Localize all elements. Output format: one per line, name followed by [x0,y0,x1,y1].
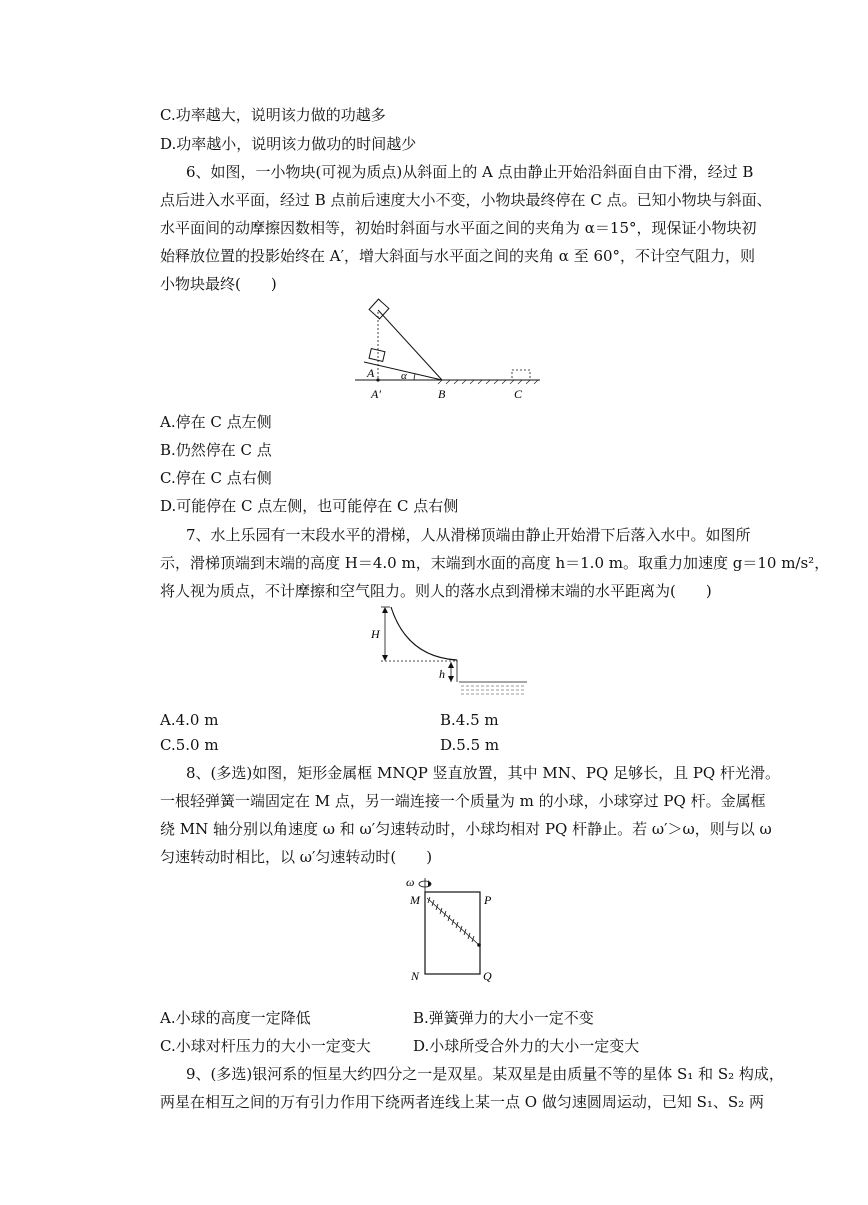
q6-stem-line3: 水平面间的动摩擦因数相等，初始时斜面与水平面之间的夹角为 α＝15°，现保证小物块初 [160,219,757,237]
label-omega: ω [406,875,415,889]
block-shallow [369,349,385,362]
q7-stem-line1: 7、水上乐园有一末段水平的滑梯，人从滑梯顶端由静止开始滑下后落入水中。如图所 [186,526,751,544]
block-steep [369,299,389,319]
q8-stem-line3: 绕 MN 轴分别以角速度 ω 和 ω′匀速转动时，小球均相对 PQ 杆静止。若 ω′＞ω，则与以 ω [160,820,772,838]
label-M: M [410,893,420,907]
q9-stem-line2: 两星在相互之间的万有引力作用下绕两者连线上某一点 O 做匀速圆周运动，已知 S₁、S₂ 两 [160,1093,764,1111]
q8-option-b: B.弹簧弹力的大小一定不变 [413,1009,594,1027]
label-A: A [367,366,375,380]
ball [477,943,481,947]
q6-stem-line2: 点后进入水平面，经过 B 点前后速度大小不变，小物块最终停在 C 点。已知小物块与斜面、 [160,191,772,209]
q9-stem-line1: 9、(多选)银河系的恒星大约四分之一是双星。某双星是由质量不等的星体 S₁ 和 S₂ 构成， [186,1065,784,1083]
q7-stem-line2: 示，滑梯顶端到末端的高度 H＝4.0 m，末端到水面的高度 h＝1.0 m。取重力加速度 g＝10 m/s²， [160,554,830,572]
q5-option-d: D.功率越小，说明该力做功的时间越少 [160,135,417,153]
label-H: H [371,627,380,641]
label-P: P [484,893,492,907]
q5-option-c: C.功率越大，说明该力做的功越多 [160,106,386,124]
label-h: h [439,667,445,681]
label-C: C [514,387,523,401]
q6-option-c: C.停在 C 点右侧 [160,469,272,487]
q8-stem-line1: 8、(多选)如图，矩形金属框 MNQP 竖直放置，其中 MN、PQ 足够长，且 PQ 杆光滑。 [186,764,780,782]
q7-stem-line3: 将人视为质点，不计摩擦和空气阻力。则人的落水点到滑梯末端的水平距离为( ) [160,582,712,600]
q6-option-a: A.停在 C 点左侧 [160,413,272,431]
q8-option-c: C.小球对杆压力的大小一定变大 [160,1037,371,1055]
q6-option-d: D.可能停在 C 点左侧，也可能停在 C 点右侧 [160,497,459,515]
q6-figure-incline [350,298,550,404]
q6-stem-line5: 小物块最终( ) [160,275,277,293]
q8-stem-line2: 一根轻弹簧一端固定在 M 点，另一端连接一个质量为 m 的小球，小球穿过 PQ 杆。金属框 [160,792,766,810]
q8-option-d: D.小球所受合外力的大小一定变大 [413,1037,640,1055]
q7-figure-slide [365,602,535,702]
q6-stem-line1: 6、如图，一小物块(可视为质点)从斜面上的 A 点由静止开始沿斜面自由下滑，经过 B [186,163,754,181]
label-A-prime: A′ [371,387,381,401]
q6-option-b: B.仍然停在 C 点 [160,441,272,459]
q7-option-c: C.5.0 m [160,736,219,754]
q6-stem-line4: 始释放位置的投影始终在 A′，增大斜面与水平面之间的夹角 α 至 60°，不计空气阻力，则 [160,247,756,265]
q7-option-a: A.4.0 m [160,711,219,729]
q7-option-b: B.4.5 m [440,711,499,729]
label-N: N [411,969,420,983]
label-alpha: α [401,370,407,382]
q8-figure-frame [400,870,500,988]
q7-option-d: D.5.5 m [440,736,500,754]
q8-stem-line4: 匀速转动时相比，以 ω′匀速转动时( ) [160,848,433,866]
label-B: B [438,387,446,401]
label-Q: Q [483,969,492,983]
q8-option-a: A.小球的高度一定降低 [160,1009,311,1027]
